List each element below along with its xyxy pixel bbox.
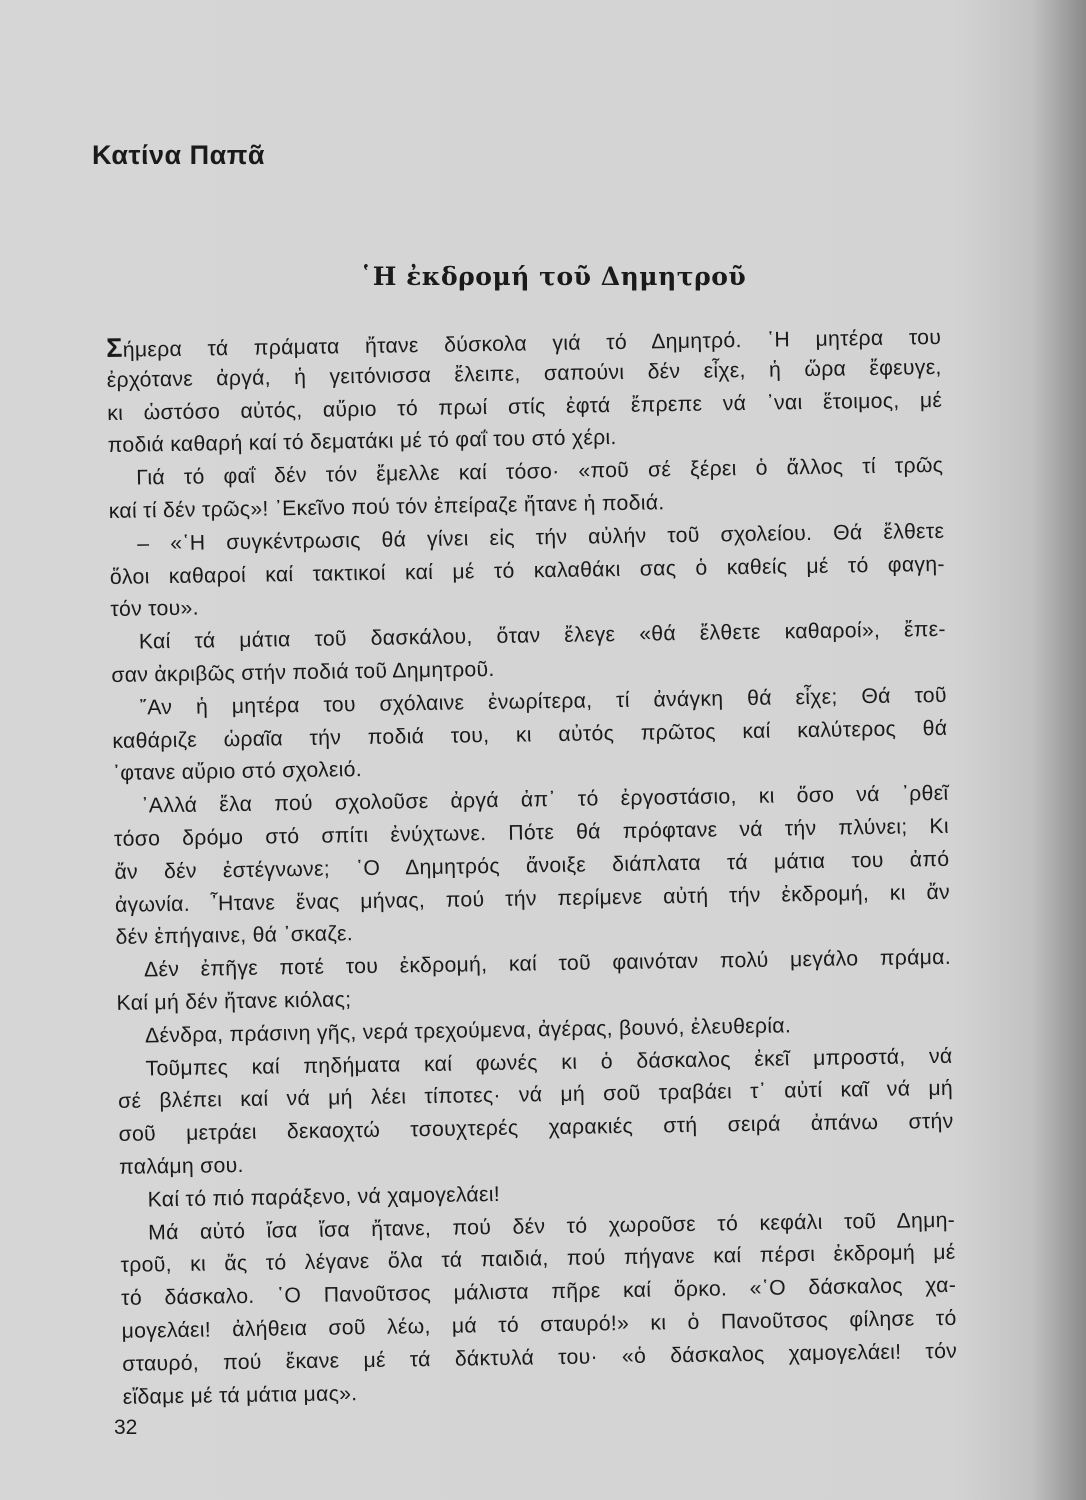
text-line: Καί μή δέν ἤτανε κιόλας; (116, 988, 352, 1015)
text-line: Καί τά μάτια τοῦ δασκάλου, ὅταν ἔλεγε «θά ἔλθετε καθαροί», ἔπε- (138, 618, 946, 654)
story-body (106, 319, 958, 1414)
text-line: σαν ἀκριβῶς στήν ποδιά τοῦ Δημητροῦ. (111, 657, 495, 687)
text-line: κι ὡστόσο αὐτός, αὔριο τό πρωί στίς ἐφτά ἔπρεπε νά ᾽ναι ἕτοιμος, μέ (107, 388, 943, 425)
text-line: τροῦ, κι ἄς τό λέγανε ὅλα τά παιδιά, πού πήγανε καί πέρσι ἐκδρομή μέ (120, 1241, 956, 1278)
text-line: δέν ἐπήγαινε, θά ᾽σκαζε. (115, 922, 354, 950)
text-line: καθάριζε ὡραῖα τήν ποδιά του, κι αὐτός πρῶτος καί καλύτερος θά (112, 716, 948, 753)
text-line: ᾽Αλλά ἔλα πού σχολοῦσε ἀργά ἀπ᾽ τό ἐργοστάσιο, κι ὅσο νά ᾽ρθεῖ (141, 781, 949, 818)
story-title: ῾Η ἐκδρομή τοῦ Δημητροῦ (359, 262, 747, 291)
page-number: 32 (114, 1416, 138, 1439)
text-line: παλάμη σου. (118, 1153, 244, 1179)
text-line: ἄν δέν ἐστέγνωνε; ῾Ο Δημητρός ἄνοιξε διάπλατα τά μάτια του ἀπό (114, 847, 950, 884)
text-line: Καί τό πιό παράξενο, νά χαμογελάει! (147, 1182, 501, 1212)
text-line: καί τί δέν τρῶς»! ᾽Εκεῖνο πού τόν ἐπείραζε ἤτανε ἡ ποδιά. (108, 491, 665, 523)
text-line: τόν του». (110, 596, 199, 622)
text-line: ποδιά καθαρή καί τό δεματάκι μέ τό φαΐ του στό χέρι. (107, 426, 617, 458)
text-line: Μά αὐτό ἴσα ἴσα ἤτανε, πού δέν τό χωροῦσε τό κεφάλι τοῦ Δημη- (147, 1208, 956, 1244)
text-line: Τοῦμπες καί πηδήματα καί φωνές κι ὁ δάσκαλος ἐκεῖ μπροστά, νά (145, 1044, 953, 1080)
text-line: τόσο δρόμο στό σπίτι ἐνύχτωνε. Πότε θά πρόφτανε νά τήν πλύνει; Κι (113, 814, 950, 851)
text-line: σέ βλέπει καί νά μή λέει τίποτες· νά μή σοῦ τραβάει τ᾽ αὐτί καῖ νά μή (117, 1077, 954, 1114)
author-name: Κατίνα Παπᾶ (92, 140, 266, 170)
text-line: σταυρό, πού ἔκανε μέ τά δάκτυλά του· «ὁ δάσκαλος χαμογελάει! τόν (122, 1339, 958, 1376)
text-line: Σήμερα τά πράματα ἤτανε δύσκολα γιά τό Δημητρό. ῾Η μητέρα του (106, 325, 942, 363)
text-line: τό δάσκαλο. ῾Ο Πανοῦτσος μάλιστα πῆρε καί ὅρκο. «῾Ο δάσκαλος χα- (121, 1273, 957, 1310)
text-line: σοῦ μετράει δεκαοχτώ τσουχτερές χαρακιές στή σειρά ἀπάνω στήν (118, 1109, 954, 1147)
text-line: Γιά τό φαΐ δέν τόν ἔμελλε καί τόσο· «ποῦ σέ ξέρει ὁ ἄλλος τί τρῶς (136, 454, 944, 490)
text-line: ὅλοι καθαροί καί τακτικοί καί μέ τό καλαθάκι σας ὁ καθείς μέ τό φαγη- (109, 552, 945, 589)
text-line: ῎Αν ἡ μητέρα του σχόλαινε ἐνωρίτερα, τί ἀνάγκη θά εἶχε; Θά τοῦ (139, 683, 947, 720)
text-line: ἐρχότανε ἀργά, ἡ γειτόνισσα ἔλειπε, σαπούνι δέν εἶχε, ἡ ὥρα ἔφευγε, (106, 355, 942, 392)
drop-cap: Σ (106, 332, 124, 363)
text-line: ἀγωνία. ῏Ητανε ἕνας μήνας, πού τήν περίμενε αὐτή τήν ἐκδρομή, κι ἄν (114, 880, 951, 917)
text-line: Δέν ἐπῆγε ποτέ του ἐκδρομή, καί τοῦ φαινόταν πολύ μεγάλο πράμα. (143, 945, 952, 982)
text-line: ᾽φτανε αὔριο στό σχολειό. (112, 758, 363, 786)
text-line: εἴδαμε μέ τά μάτια μας». (122, 1381, 358, 1409)
text-line: Δένδρα, πράσινη γῆς, νερά τρεχούμενα, ἀγέρας, βουνό, ἐλευθερία. (144, 1014, 792, 1048)
text-line: μογελάει! ἀλήθεια σοῦ λέω, μά τό σταυρό!» κι ὁ Πανοῦτσος φίλησε τό (121, 1306, 957, 1343)
text-line: – «῾Η συγκέντρωσις θά γίνει εἰς τήν αὐλήν τοῦ σχολείου. Θά ἔλθετε (137, 519, 945, 556)
